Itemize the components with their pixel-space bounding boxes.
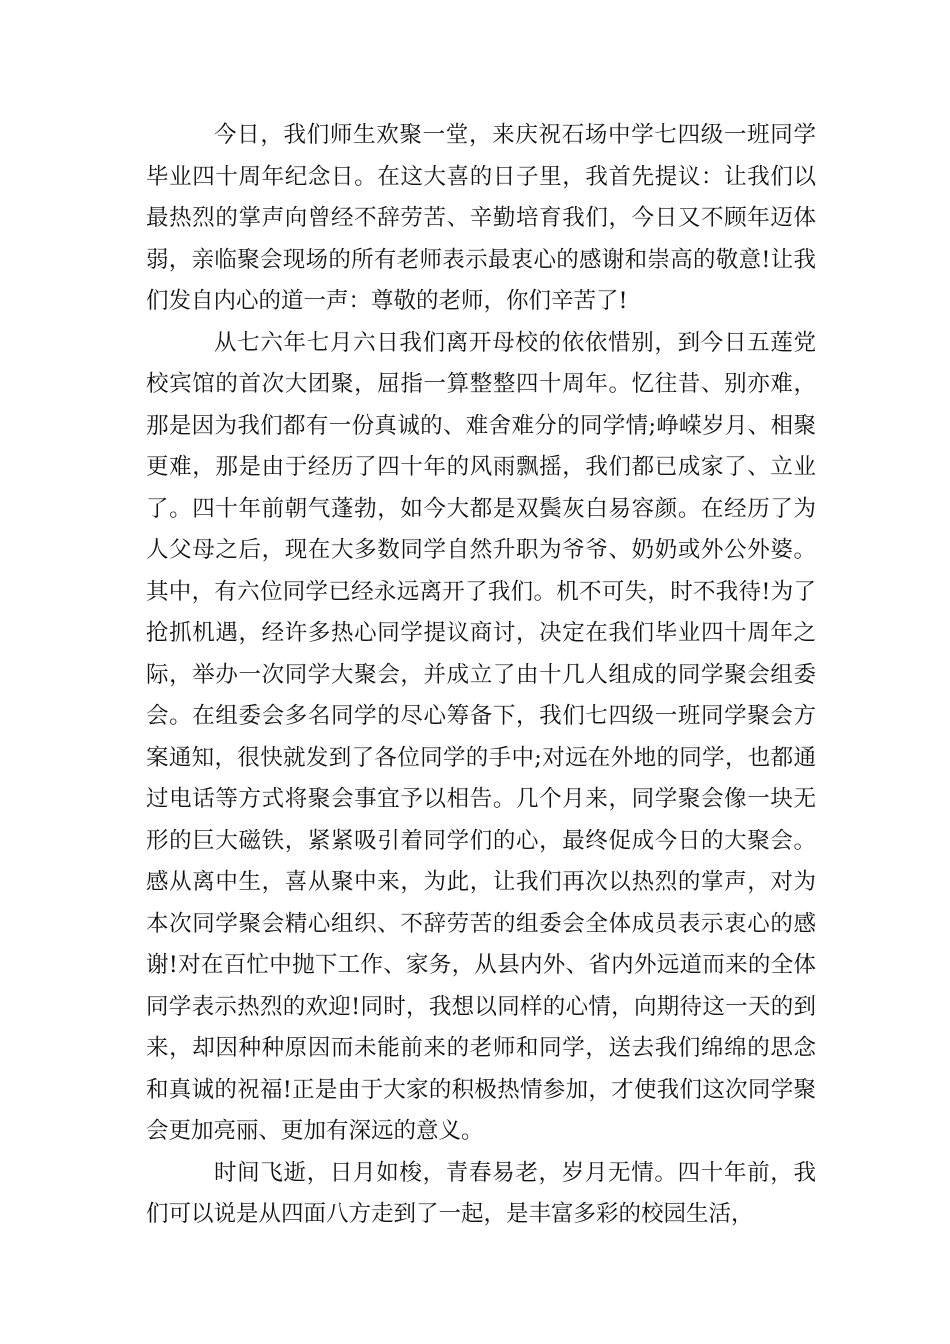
paragraph-2: 从七六年七月六日我们离开母校的依依惜别，到今日五莲党校宾馆的首次大团聚，屈指一算整整四十周年。忆往昔、别亦难，那是因为我们都有一份真诚的、难舍难分的同学情;峥嵘岁月、相聚更难，那是由于经历了四十年的风雨飘摇，我们都已成家了、立业了。四十年前朝气蓬勃，如今大都是双鬓灰白易容颜。在经历了为人父母之后，现在大多数同学自然升职为爷爷、奶奶或外公外婆。其中，有六位同学已经永远离开了我们。机不可失，时不我待!为了抢抓机遇，经许多热心同学提议商讨，决定在我们毕业四十周年之际，举办一次同学大聚会，并成立了由十几人组成的同学聚会组委会。在组委会多名同学的尽心筹备下，我们七四级一班同学聚会方案通知，很快就发到了各位同学的手中;对远在外地的同学，也都通过电话等方式将聚会事宜予以相告。几个月来，同学聚会像一块无形的巨大磁铁，紧紧吸引着同学们的心，最终促成今日的大聚会。感从离中生，喜从聚中来，为此，让我们再次以热烈的掌声，对为本次同学聚会精心组织、不辞劳苦的组委会全体成员表示衷心的感谢!对在百忙中抛下工作、家务，从县内外、省内外远道而来的全体同学表示热烈的欢迎!同时，我想以同样的心情，向期待这一天的到来，却因种种原因而未能前来的老师和同学，送去我们绵绵的思念和真诚的祝福!正是由于大家的积极热情参加，才使我们这次同学聚会更加亮丽、更加有深远的意义。	[146, 329, 816, 1144]
document-body	[146, 115, 816, 1236]
paragraph-3: 时间飞逝，日月如梭，青春易老，岁月无情。四十年前，我们可以说是从四面八方走到了一起，是丰富多彩的校园生活，	[146, 1159, 816, 1227]
paragraph-1: 今日，我们师生欢聚一堂，来庆祝石场中学七四级一班同学毕业四十周年纪念日。在这大喜的日子里，我首先提议：让我们以最热烈的掌声向曾经不辞劳苦、辛勤培育我们，今日又不顾年迈体弱，亲临聚会现场的所有老师表示最衷心的感谢和崇高的敬意!让我们发自内心的道一声：尊敬的老师，你们辛苦了!	[146, 122, 816, 314]
